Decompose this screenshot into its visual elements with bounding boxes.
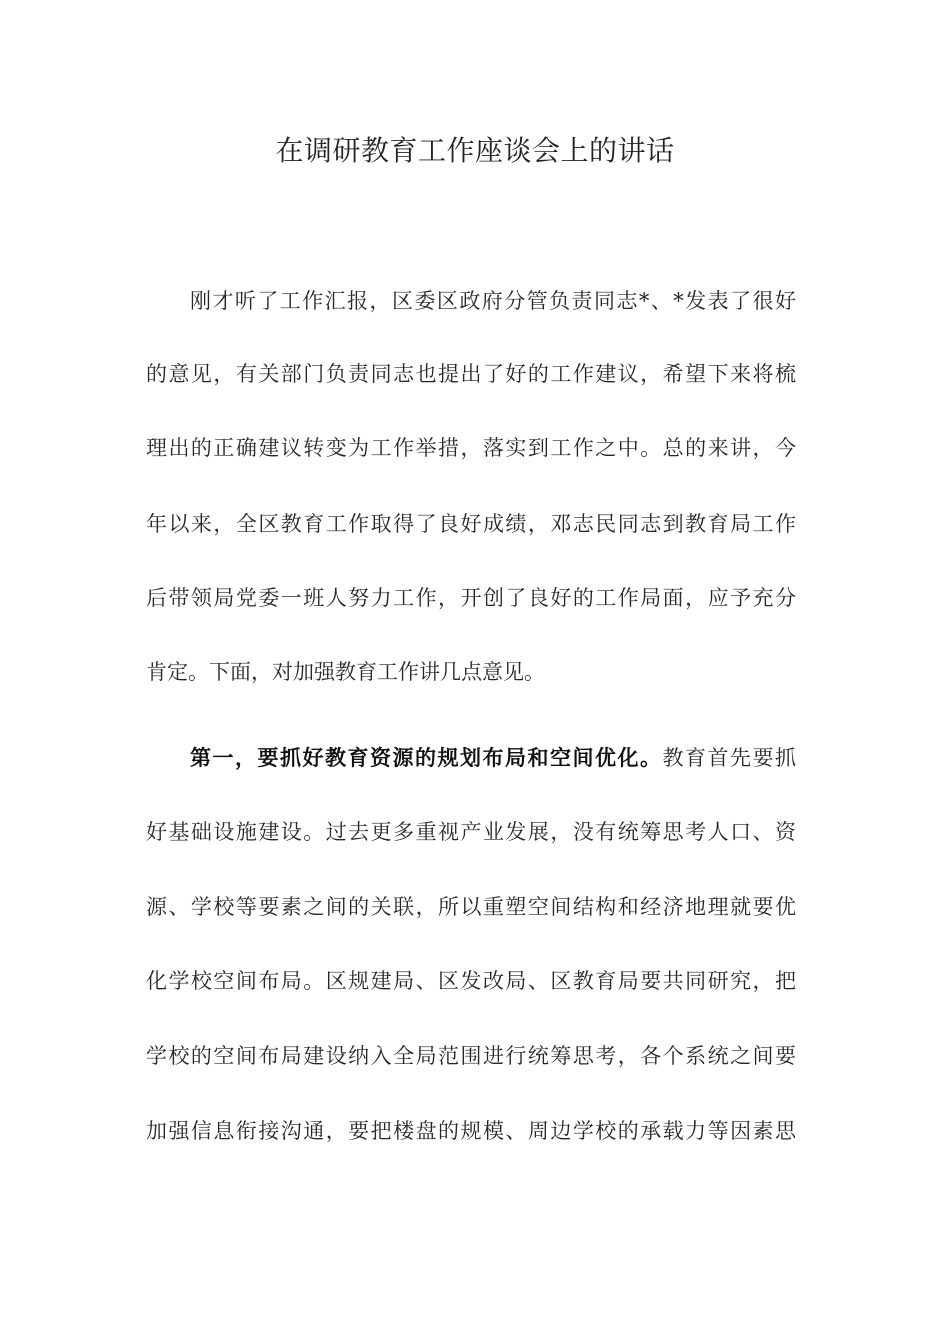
paragraph-1-line-1: 刚才听了工作汇报，区委区政府分管负责同志*、*发表了很好 — [190, 289, 796, 313]
paragraph-2-line-5: 学校的空间布局建设纳入全局范围进行统筹思考，各个系统之间要 — [146, 1044, 796, 1068]
paragraph-2-line-1-rest: 教育首先要抓 — [662, 746, 796, 770]
paragraph-1-line-5: 后带领局党委一班人努力工作，开创了良好的工作局面，应予充分 — [146, 586, 796, 610]
paragraph-1-line-6: 肯定。下面，对加强教育工作讲几点意见。 — [146, 660, 545, 684]
paragraph-1-line-4: 年以来，全区教育工作取得了良好成绩，邓志民同志到教育局工作 — [146, 512, 796, 536]
section-heading-1: 第一，要抓好教育资源的规划布局和空间优化。 — [190, 745, 663, 770]
paragraph-2-line-2: 好基础设施建设。过去更多重视产业发展，没有统筹思考人口、资 — [146, 820, 796, 844]
paragraph-2-line-3: 源、学校等要素之间的关联，所以重塑空间结构和经济地理就要优 — [146, 895, 796, 919]
paragraph-1-line-2: 的意见，有关部门负责同志也提出了好的工作建议，希望下来将梳 — [146, 362, 796, 386]
paragraph-1-line-3: 理出的正确建议转变为工作举措，落实到工作之中。总的来讲，今 — [146, 436, 796, 460]
document-title: 在调研教育工作座谈会上的讲话 — [275, 134, 675, 167]
paragraph-2-line-6: 加强信息衔接沟通，要把楼盘的规模、周边学校的承载力等因素思 — [146, 1119, 796, 1143]
paragraph-2-line-4: 化学校空间布局。区规建局、区发改局、区教育局要共同研究，把 — [146, 969, 796, 993]
paragraph-2-line-1 — [190, 738, 796, 778]
